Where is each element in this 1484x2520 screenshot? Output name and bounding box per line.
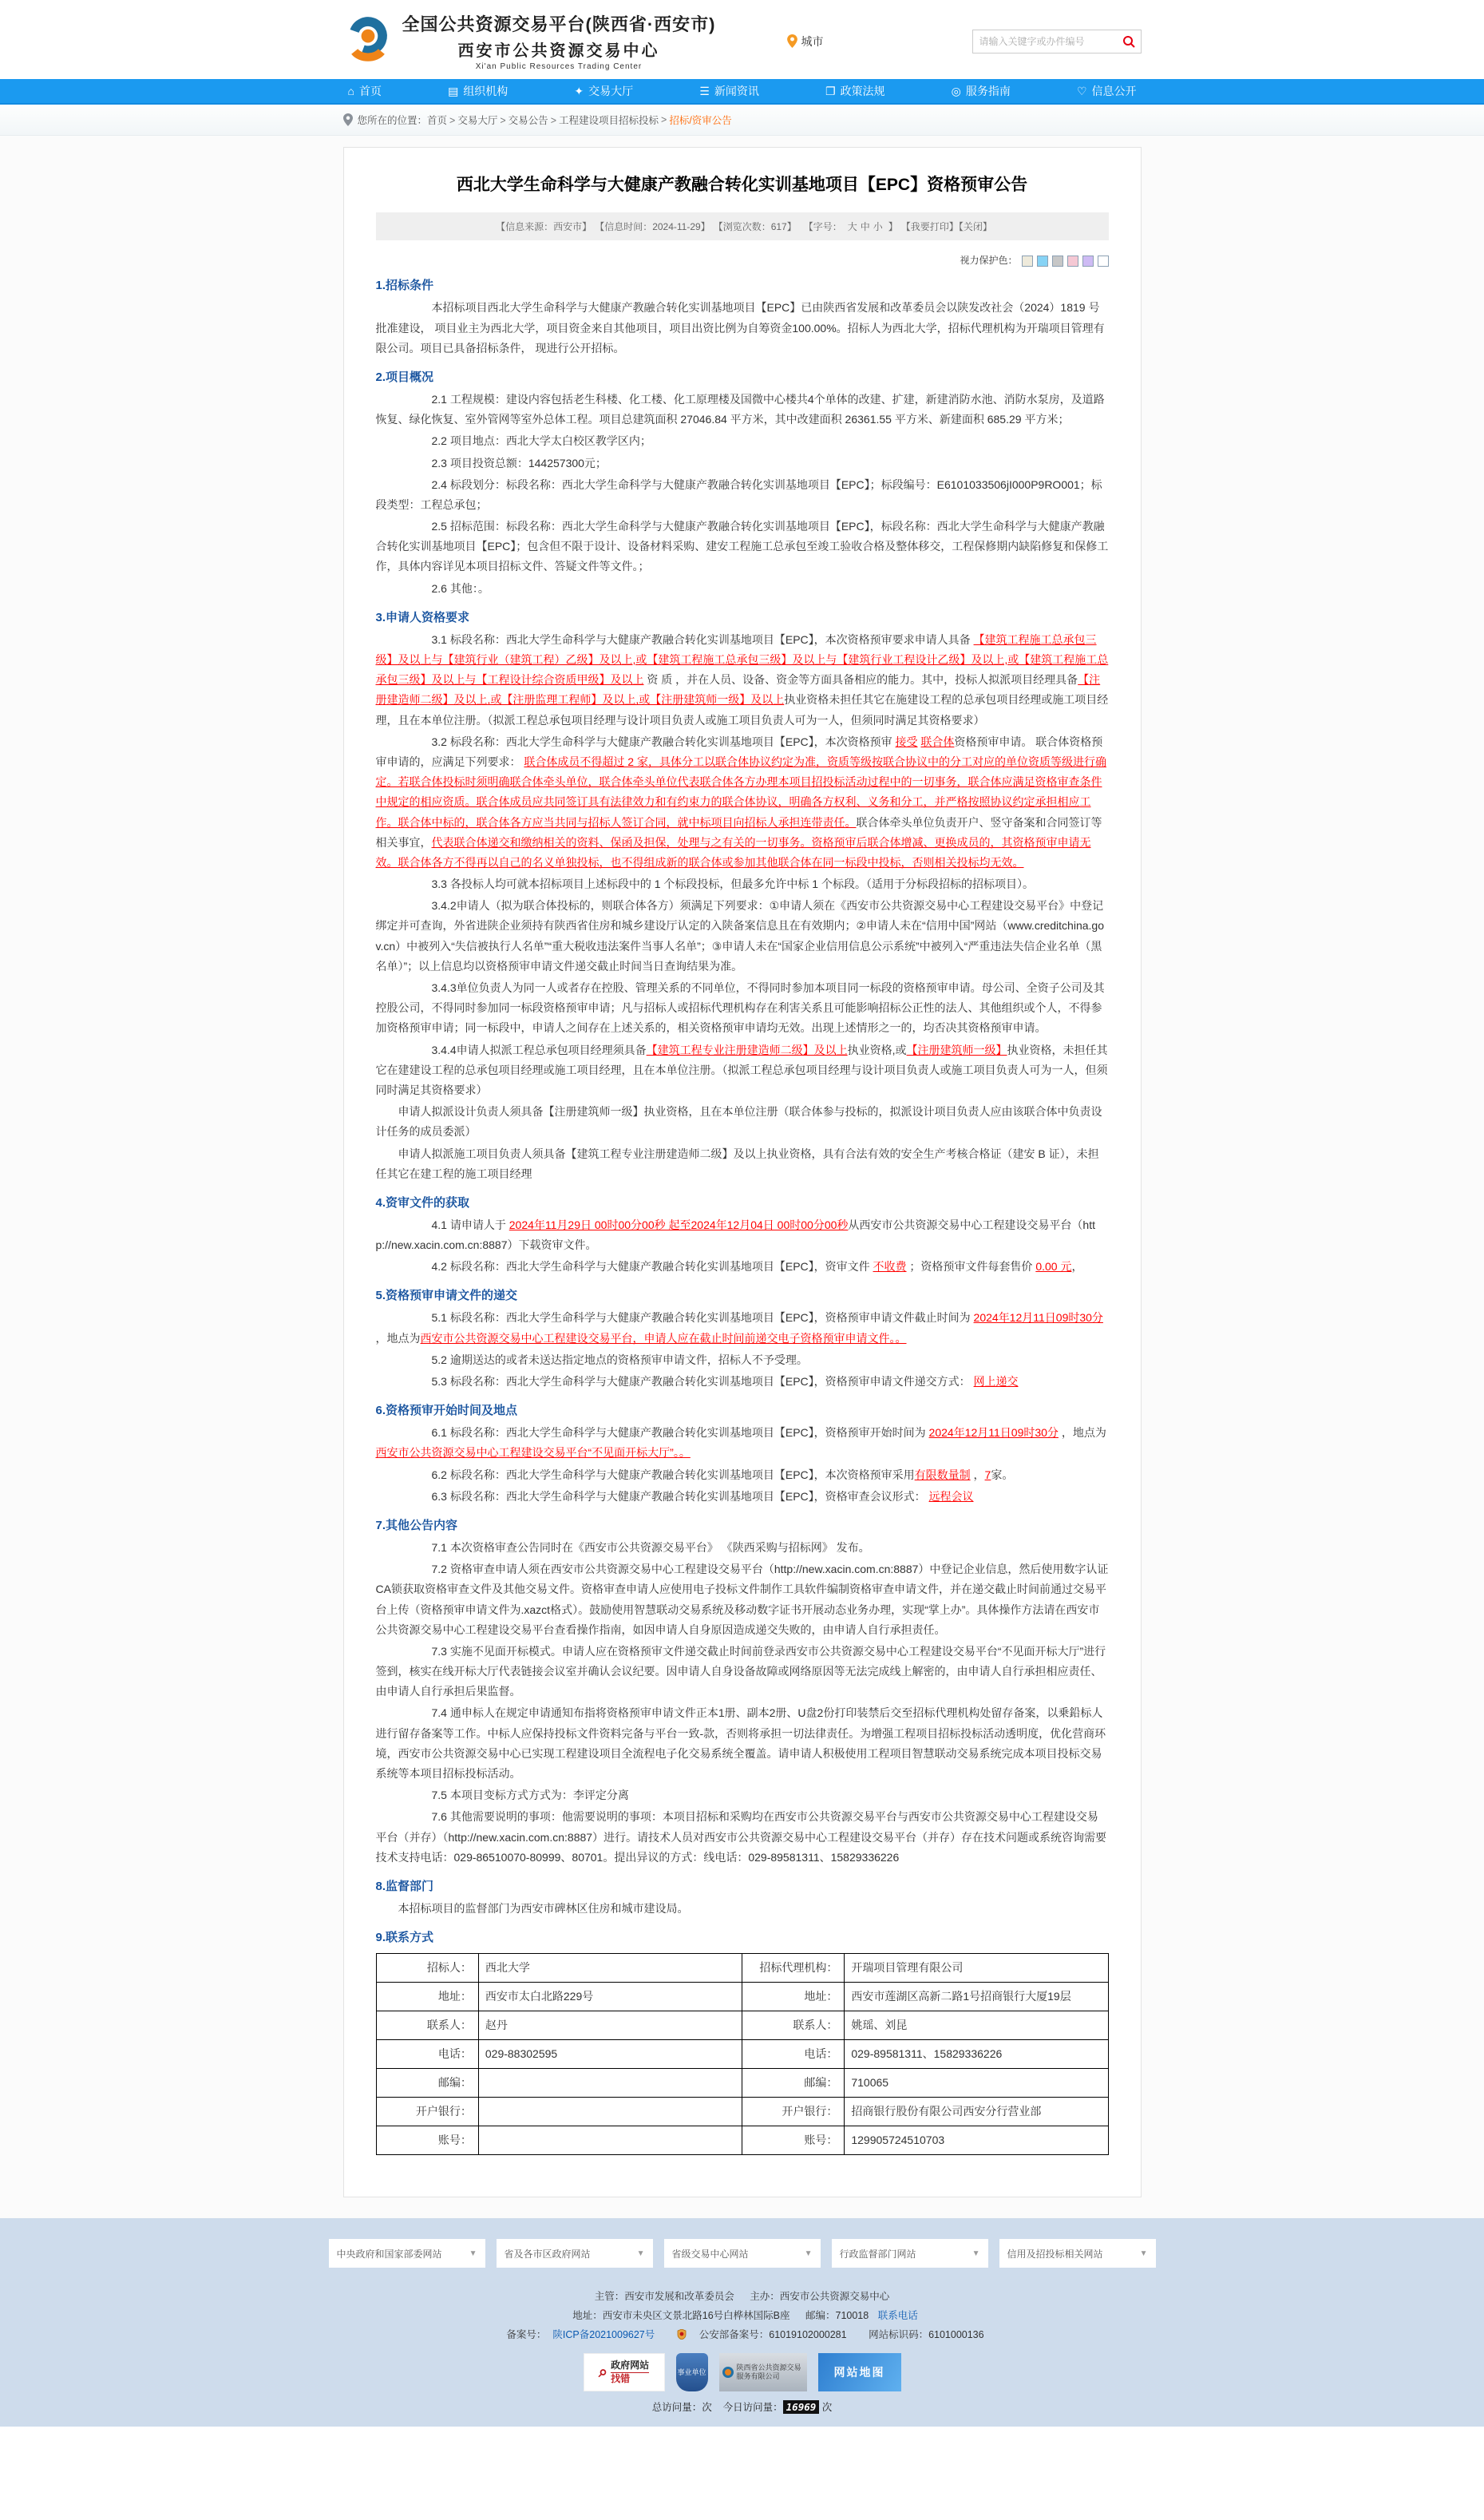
gov-site-find-error-badge[interactable]: ⌕ 政府网站 找错 bbox=[584, 2353, 665, 2391]
highlighted-segment: 有限数量制 bbox=[914, 1468, 971, 1481]
footer-supervisor: 主管：西安市发展和改革委员会 bbox=[594, 2291, 734, 2303]
text-segment: 6.3 标段名称：西北大学生命科学与大健康产教融合转化实训基地项目【EPC】，资格审查会议形式： bbox=[431, 1489, 929, 1503]
table-value-cell bbox=[478, 2069, 742, 2098]
chevron-down-icon: ▼ bbox=[804, 2249, 813, 2258]
paragraph bbox=[376, 1350, 1109, 1370]
nav-item-label: 政策法规 bbox=[840, 85, 885, 97]
search-box bbox=[972, 30, 1142, 53]
highlighted-segment: 不收费 bbox=[873, 1260, 907, 1274]
text-segment: 2.4 标段划分：标段名称：西北大学生命科学与大健康产教融合转化实训基地项目【EPC】；标段编号：E6101033506jI000P9RO001；标段类型：工程总承包； bbox=[375, 477, 1102, 511]
table-value-cell: 029-89581311、15829336226 bbox=[845, 2040, 1108, 2069]
paragraph bbox=[376, 732, 1109, 873]
footer-police-record: 公安部备案号：61019102000281 bbox=[671, 2329, 853, 2340]
text-segment: 3.4.2申请人（拟为联合体投标的，则联合体各方）须满足下列要求：①申请人须在《西安市公共资源交易中心工程建设交易平台》中登记绑定并可查询，外省进陕企业须持有陕西省住房和城乡建设厅认定的入陕备案信息且在有效期内；②申请人未在“信用中国”网站（www.creditchina.gov.cn）中被列入“失信被执行人名单”“重大税收违法案件当事人名单”；③申请人未在“国家企业信用信息公示系统”中被列入“严重违法失信企业名单（黑名单）”；以上信息均以资格预审申请文件递交截止时间当日查询结果为准。 bbox=[375, 899, 1104, 973]
paragraph bbox=[376, 475, 1109, 515]
paragraph bbox=[376, 630, 1109, 731]
text-segment: 申请人拟派设计负责人须具备【注册建筑师一级】执业资格，且在本单位注册（联合体参与投标的，拟派设计项目负责人应由该联合体中负责设计任务的成员委派） bbox=[375, 1105, 1102, 1139]
friendly-link-select-label: 中央政府和国家部委网站 bbox=[336, 2248, 442, 2260]
footer-icp: 备案号： 陕ICP备2021009627号 bbox=[506, 2329, 655, 2341]
nav-item-label: 新闻资讯 bbox=[714, 85, 759, 97]
nav-item-label: 信息公开 bbox=[1091, 85, 1137, 97]
section-heading-5: 5.资格预审申请文件的递交 bbox=[375, 1289, 518, 1303]
table-value-cell bbox=[478, 2126, 742, 2155]
table-row bbox=[376, 2011, 1108, 2040]
friendly-link-select-label: 行政监督部门网站 bbox=[839, 2248, 916, 2260]
text-segment: 资 质 ，并在人员、设备、资金等方面具备相应的能力。其中，投标人拟派项目经理具备 bbox=[643, 673, 1078, 687]
table-value-cell: 西北大学 bbox=[478, 1954, 742, 1983]
font-size-suffix: 】 bbox=[888, 221, 898, 233]
text-segment: 2.1 工程规模：建设内容包括老生科楼、化工楼、化工原理楼及国微中心楼共4个单体的改建、扩建，新建消防水池、消防水泵房，及道路恢复、绿化恢复、室外管网等室外总体工程。项目总建筑面积 27046.84 平方米，其中改建面积 26361.55 平方米、新建面积 685.29 平方米； bbox=[375, 392, 1105, 426]
logo bbox=[343, 11, 716, 71]
footer-badges bbox=[0, 2353, 1484, 2391]
contact-table bbox=[376, 1953, 1109, 2155]
highlighted-segment: 2024年12月11日09时30分 bbox=[928, 1426, 1059, 1440]
highlighted-segment: 代表联合体递交和缴纳相关的资料、保函及担保，处理与之有关的一切事务。资格预审后联合体增减、更换成员的，其资格预审申请无效。联合体各方不得再以自己的名义单独投标，也不得组成新的联合体或参加其他联合体在同一标段中投标，否则相关投标均无效。 bbox=[375, 835, 1091, 869]
footer-line-address bbox=[0, 2308, 1484, 2322]
eye-color-swatch-5[interactable] bbox=[1098, 256, 1109, 267]
breadcrumb-link-0[interactable]: 首页 bbox=[427, 115, 448, 126]
platform-title: 全国公共资源交易平台(陕西省·西安市) bbox=[402, 14, 716, 34]
paragraph bbox=[376, 1372, 1109, 1392]
highlighted-segment: 联合体 bbox=[920, 735, 955, 748]
paragraph bbox=[376, 454, 1109, 473]
table-value-cell: 开瑞项目管理有限公司 bbox=[845, 1954, 1108, 1983]
highlighted-segment: 7 bbox=[984, 1468, 991, 1481]
paragraph bbox=[376, 1559, 1109, 1640]
section-heading-3: 3.申请人资格要求 bbox=[375, 610, 470, 624]
text-segment: ，地点为 bbox=[1058, 1426, 1106, 1440]
company-logo-icon bbox=[722, 2367, 734, 2378]
breadcrumb-separator: > bbox=[449, 115, 456, 126]
search-button[interactable] bbox=[1117, 30, 1141, 53]
table-row bbox=[376, 2040, 1108, 2069]
meta-bar bbox=[376, 212, 1109, 240]
announcement-document bbox=[343, 147, 1142, 2197]
nav-item-政策法规[interactable] bbox=[821, 83, 890, 99]
info-source: 【信息来源：西安市】 bbox=[496, 221, 592, 233]
footer-postcode: 邮编：710018 bbox=[805, 2310, 869, 2322]
highlighted-segment: 远程会议 bbox=[928, 1489, 974, 1503]
paragraph bbox=[376, 978, 1109, 1039]
table-label-cell: 联系人： bbox=[376, 2011, 478, 2040]
eye-protection-row bbox=[376, 253, 1109, 267]
text-segment: 6.2 标段名称：西北大学生命科学与大健康产教融合转化实训基地项目【EPC】，本次资格预审采用 bbox=[431, 1468, 915, 1481]
org-icon: ▤ bbox=[448, 85, 459, 97]
site-logo-icon bbox=[343, 14, 393, 68]
paragraph bbox=[376, 390, 1109, 430]
section-heading-4: 4.资审文件的获取 bbox=[375, 1195, 470, 1210]
breadcrumb-pin-icon bbox=[343, 113, 353, 126]
breadcrumb-separator: > bbox=[550, 115, 556, 126]
nav-item-label: 交易大厅 bbox=[588, 85, 634, 97]
eye-color-swatch-3[interactable] bbox=[1067, 256, 1078, 267]
friendly-link-select-label: 省及各市区政府网站 bbox=[504, 2248, 591, 2260]
footer-line-org bbox=[0, 2288, 1484, 2303]
text-segment: 2.3 项目投资总额：144257300元； bbox=[431, 456, 607, 470]
text-segment: 执业资格未担任其它在施建设工程的总承包项目经理或施工项目经理，且在本单位注册。（拟派工程总承包项目经理与设计项目负责人或施工项目负责人可为一人，但须同时满足其资格要求） bbox=[375, 693, 1109, 727]
font-size-prefix: 【字号： bbox=[808, 221, 842, 233]
chevron-down-icon: ▼ bbox=[636, 2249, 645, 2258]
highlighted-segment: 联合体成员不得超过 2 家，具体分工以联合体协议约定为准，资质等级按联合协议中的分工对应的单位资质等级进行确定。若联合体投标时须明确联合体牵头单位，联合体牵头单位代表联合体各方办理本项目招投标活动过程中的一切事务，联合体应满足资格审查条件中规定的相应资质。联合体成员应共同签订具有法律效力和有约束力的联合体协议，明确各方权利、义务和分工，并严格按照协议约定承担相应工作。联合体中标的，联合体各方应当共同与招标人签订合同，就中标项目向招标人承担连带责任。 bbox=[375, 755, 1106, 829]
breadcrumb-strip bbox=[0, 105, 1484, 136]
eye-color-swatch-4[interactable] bbox=[1082, 256, 1094, 267]
text-segment: 本招标项目的监督部门为西安市碑林区住房和城市建设局。 bbox=[398, 1901, 689, 1915]
eye-protection-label: 视力保护色： bbox=[960, 255, 1018, 267]
highlighted-segment: 西安市公共资源交易中心工程建设交易平台“不见面开标大厅”。。 bbox=[375, 1446, 691, 1460]
paragraph bbox=[376, 896, 1109, 977]
paragraph bbox=[376, 1040, 1109, 1101]
text-segment: 7.4 通申标人在规定申请通知布指将资格预审申请文件正本1册、副本2册、U盘2份打印装禁后交至招标代理机构处留存备案，以乗鉛标人进行留存备案等工作。中标人应保持投标文件资料完备与平台一致-款，否则将承担一切法律责任。为增强工程项目招标投标活动透明度，优化营商环境，西安市公共资源交易中心已实现工程建设项目全流程电子化交易系统全覆盖。请申请人积极使用工程项目智慧联动交易系统完成本项目投标交易系统等本项目招标投标活动。 bbox=[375, 1706, 1106, 1781]
friendly-links-bar bbox=[0, 2239, 1484, 2268]
highlighted-segment: 【注册建造师二级】及以上,或【注册监理工程师】及以上,或【注册建筑师一级】及以上 bbox=[375, 673, 1101, 707]
breadcrumb bbox=[343, 105, 1142, 135]
text-segment: 7.5 本项目变标方式方式为：李评定分离 bbox=[431, 1789, 629, 1802]
visit-counters bbox=[0, 2399, 1484, 2414]
table-row bbox=[376, 2069, 1108, 2098]
city-label: 城市 bbox=[801, 34, 824, 48]
paragraph bbox=[376, 1308, 1109, 1348]
table-row bbox=[376, 2098, 1108, 2126]
friendly-link-select-4[interactable] bbox=[999, 2239, 1156, 2268]
nav-item-label: 组织机构 bbox=[463, 85, 509, 97]
breadcrumb-current: 招标/资审公告 bbox=[669, 115, 732, 126]
footer-site-code: 网站标识码：6101000136 bbox=[869, 2329, 984, 2341]
table-label-cell: 账号： bbox=[376, 2126, 478, 2155]
text-segment: ， bbox=[1071, 1260, 1083, 1274]
info-time: 【信息时间：2024-11-29】 bbox=[600, 221, 710, 233]
document-background bbox=[0, 136, 1484, 2218]
table-label-cell: 电话： bbox=[376, 2040, 478, 2069]
text-segment: 5.3 标段名称：西北大学生命科学与大健康产教融合转化实训基地项目【EPC】，资格预审申请文件递交方式： bbox=[431, 1375, 974, 1389]
paragraph bbox=[376, 1785, 1109, 1805]
chevron-down-icon: ▼ bbox=[469, 2249, 477, 2258]
table-value-cell: 招商银行股份有限公司西安分行营业部 bbox=[845, 2098, 1108, 2126]
text-segment: 4.2 标段名称：西北大学生命科学与大健康产教融合转化实训基地项目【EPC】，资审文件 bbox=[431, 1260, 873, 1274]
paragraph bbox=[376, 1538, 1109, 1558]
section-heading-8: 8.监督部门 bbox=[375, 1879, 434, 1893]
breadcrumb-separator: > bbox=[500, 115, 506, 126]
table-label-cell: 开户银行： bbox=[742, 2098, 844, 2126]
police-badge-icon bbox=[677, 2329, 687, 2342]
paragraph bbox=[376, 1487, 1109, 1507]
font-size-option-中[interactable]: 中 bbox=[860, 221, 870, 233]
highlighted-segment: 0.00 元 bbox=[1035, 1260, 1072, 1274]
search-icon bbox=[1122, 35, 1135, 48]
footer-contact-phone-link[interactable]: 联系电话 bbox=[877, 2310, 918, 2322]
friendly-link-select-label: 信用及招投标相关网站 bbox=[1007, 2248, 1103, 2260]
location-pin-icon bbox=[787, 34, 797, 48]
table-label-cell: 招标人： bbox=[376, 1954, 478, 1983]
highlighted-segment: 网上递交 bbox=[973, 1375, 1019, 1389]
section-heading-7: 7.其他公告内容 bbox=[375, 1518, 458, 1532]
table-label-cell: 联系人： bbox=[742, 2011, 844, 2040]
text-segment: ，地点为 bbox=[375, 1331, 421, 1345]
breadcrumb-link-3[interactable]: 工程建设项目招标投标 bbox=[559, 115, 659, 126]
table-value-cell: 710065 bbox=[845, 2069, 1108, 2098]
text-segment: 5.2 逾期送达的或者未送达指定地点的资格预审申请文件，招标人不予受理。 bbox=[431, 1353, 808, 1366]
city-selector[interactable] bbox=[787, 34, 823, 50]
section-heading-6: 6.资格预审开始时间及地点 bbox=[375, 1404, 518, 1418]
text-segment: 3.1 标段名称：西北大学生命科学与大健康产教融合转化实训基地项目【EPC】，本次资格预审要求申请人具备 bbox=[431, 632, 974, 646]
table-row bbox=[376, 1954, 1108, 1983]
highlighted-segment: 接受 bbox=[895, 735, 918, 748]
nav-item-label: 服务指南 bbox=[965, 85, 1011, 97]
table-value-cell: 129905724510703 bbox=[845, 2126, 1108, 2155]
table-value-cell: 赵丹 bbox=[478, 2011, 742, 2040]
table-row bbox=[376, 1983, 1108, 2011]
paragraph bbox=[376, 298, 1109, 359]
friendly-link-select-1[interactable] bbox=[497, 2239, 653, 2268]
guide-compass-icon: ◎ bbox=[951, 85, 961, 97]
highlighted-segment: 【建筑工程专业注册建造师二级】及以上 bbox=[646, 1043, 848, 1056]
table-value-cell: 姚瑶、刘昆 bbox=[845, 2011, 1108, 2040]
find-error-magnifier-icon: ⌕ bbox=[598, 2363, 608, 2381]
table-label-cell: 开户银行： bbox=[376, 2098, 478, 2126]
paragraph bbox=[376, 1423, 1109, 1463]
paragraph bbox=[376, 874, 1109, 894]
main-nav bbox=[0, 79, 1484, 105]
footer-organizer: 主办：西安市公共资源交易中心 bbox=[750, 2291, 890, 2303]
sitemap-badge[interactable]: 网站地图 bbox=[818, 2353, 901, 2391]
nav-item-服务指南[interactable] bbox=[947, 83, 1015, 99]
highlighted-segment: 2024年11月29日 00时00分00秒 起至2024年12月04日 00时00分00秒 bbox=[509, 1218, 849, 1231]
info-open-icon: ♡ bbox=[1076, 85, 1087, 97]
home-icon: ⌂ bbox=[347, 85, 354, 97]
text-segment: 6.1 标段名称：西北大学生命科学与大健康产教融合转化实训基地项目【EPC】，资格预审开始时间为 bbox=[431, 1426, 929, 1440]
paragraph bbox=[376, 1807, 1109, 1868]
text-segment: 申请人拟派施工项目负责人须具备【建筑工程专业注册建造师二级】及以上执业资格，具有合法有效的安全生产考核合格证（建安 B 证），未担任其它在建工程的施工项目经理 bbox=[375, 1147, 1099, 1180]
table-label-cell: 账号： bbox=[742, 2126, 844, 2155]
friendly-link-select-2[interactable] bbox=[664, 2239, 821, 2268]
table-label-cell: 电话： bbox=[742, 2040, 844, 2069]
text-segment: 2.5 招标范围：标段名称：西北大学生命科学与大健康产教融合转化实训基地项目【EPC】，标段名称：西北大学生命科学与大健康产教融合转化实训基地项目【EPC】；包含但不限于设计、设备材料采购、建安工程施工总承包至竣工验收合格及整体移交，工程保修期内缺陷修复和保修工作，具体内容详见本项目招标文件、答疑文件等文件。； bbox=[375, 520, 1109, 573]
eye-color-swatch-0[interactable] bbox=[1022, 256, 1033, 267]
page-title: 西北大学生命科学与大健康产教融合转化实训基地项目【EPC】资格预审公告 bbox=[456, 176, 1028, 194]
paragraph bbox=[376, 1465, 1109, 1485]
today-visits: 今日访问量： 16969 次 bbox=[722, 2401, 833, 2414]
top-header bbox=[0, 0, 1484, 79]
nav-item-交易大厅[interactable] bbox=[569, 83, 638, 99]
paragraph bbox=[376, 579, 1109, 599]
total-visits: 总访问量：次 bbox=[651, 2402, 712, 2414]
paragraph bbox=[376, 1102, 1109, 1142]
table-value-cell: 029-88302595 bbox=[478, 2040, 742, 2069]
paragraph bbox=[376, 1215, 1109, 1255]
breadcrumb-link-2[interactable]: 交易公告 bbox=[508, 115, 548, 126]
chevron-down-icon: ▼ bbox=[972, 2249, 980, 2258]
table-label-cell: 地址： bbox=[376, 1983, 478, 2011]
table-value-cell: 西安市莲湖区高新二路1号招商银行大厦19层 bbox=[845, 1983, 1108, 2011]
table-row bbox=[376, 2126, 1108, 2155]
text-segment: 4.1 请申请人于 bbox=[431, 1218, 509, 1231]
nav-item-新闻资讯[interactable] bbox=[695, 83, 764, 99]
close-button[interactable]: 【关闭】 bbox=[958, 221, 992, 233]
font-size-control bbox=[805, 221, 902, 232]
friendly-link-select-0[interactable] bbox=[329, 2239, 485, 2268]
text-segment: 执业资格,或 bbox=[847, 1043, 907, 1056]
paragraph bbox=[376, 1642, 1109, 1702]
text-segment: 从西安市公共资源交易中心工程建设交易平台（http://new.xacin.com.cn:8887）下载资审文件。 bbox=[375, 1218, 1095, 1252]
paragraph bbox=[376, 431, 1109, 451]
text-segment: 家。 bbox=[991, 1468, 1014, 1481]
section-heading-1: 1.招标条件 bbox=[375, 279, 434, 293]
highlighted-segment: 【注册建筑师一级】 bbox=[906, 1043, 1007, 1056]
paragraph bbox=[376, 1257, 1109, 1277]
table-label-cell: 邮编： bbox=[376, 2069, 478, 2098]
nav-item-组织机构[interactable] bbox=[443, 83, 512, 99]
paragraph bbox=[376, 517, 1109, 577]
text-segment: 本招标项目西北大学生命科学与大健康产教融合转化实训基地项目【EPC】已由陕西省发展和改革委员会以陕发改社会（2024）1819 号批准建设， 项目业主为西北大学，项目资金来自其他项目，项目出资比例为自筹资金100.00%。招标人为西北大学，招标代理机构为开瑞项目管理有限公司。项目已具备招标条件， 现进行公开招标。 bbox=[375, 301, 1105, 355]
table-value-cell bbox=[478, 2098, 742, 2126]
paragraph bbox=[376, 1703, 1109, 1784]
center-title: 西安市公共资源交易中心 bbox=[457, 42, 660, 60]
section-heading-9: 9.联系方式 bbox=[375, 1931, 434, 1945]
eye-color-swatch-2[interactable] bbox=[1052, 256, 1063, 267]
search-input[interactable] bbox=[973, 36, 1117, 47]
font-size-option-大[interactable]: 大 bbox=[847, 221, 857, 233]
friendly-link-select-label: 省级交易中心网站 bbox=[671, 2248, 749, 2260]
center-title-en: Xi'an Public Resources Trading Center bbox=[475, 62, 643, 71]
print-button[interactable]: 【我要打印】 bbox=[905, 221, 959, 233]
breadcrumb-separator: > bbox=[661, 114, 667, 125]
text-segment: 2.6 其他：。 bbox=[431, 581, 489, 595]
friendly-link-select-3[interactable] bbox=[832, 2239, 988, 2268]
table-label-cell: 招标代理机构： bbox=[742, 1954, 844, 1983]
highlighted-segment: 【建筑工程施工总承包三级】及以上与【建筑行业（建筑工程）乙级】及以上,或【建筑工程施工总承包三级】及以上与【建筑行业工程设计乙级】及以上,或【建筑工程施工总承包三级】及以上与【工程设计综合资质甲级】及以上 bbox=[375, 632, 1109, 687]
chevron-down-icon: ▼ bbox=[1139, 2249, 1148, 2258]
institution-shield-badge[interactable]: 事业单位 bbox=[676, 2353, 708, 2391]
nav-item-首页[interactable] bbox=[343, 83, 386, 99]
text-segment: 7.6 其他需要说明的事项：他需要说明的事项：本项目招标和采购均在西安市公共资源交易平台与西安市公共资源交易中心工程建设交易平台（并存）（http://new.xacin.com.cn:8887）进行。请技术人员对西安市公共资源交易中心工程建设交易平台（并存）存在技术问题或系统咨询需要技术支持电话：029-86510070-80999、80701。提出异议的方式：线电话：029-89581311、15829336226 bbox=[375, 1810, 1107, 1864]
trade-hall-icon: ✦ bbox=[574, 85, 584, 97]
text-segment: 执业资格，未担任其它在建建设工程的总承包项目经理或施工项目经理，且在本单位注册。（拟派工程总承包项目经理与设计项目负责人或施工项目负责人可为一人，但须同时满足其资格要求） bbox=[375, 1043, 1108, 1096]
company-badge[interactable]: 陕西省公共资源交易服务有限公司 bbox=[719, 2353, 807, 2391]
paragraph bbox=[376, 1899, 1109, 1919]
breadcrumb-prefix: 您所在的位置： bbox=[357, 115, 428, 126]
text-segment: 3.2 标段名称：西北大学生命科学与大健康产教融合转化实训基地项目【EPC】，本次资格预审 bbox=[431, 735, 896, 748]
text-segment: 7.2 资格审查申请人须在西安市公共资源交易中心工程建设交易平台（http://new.xacin.com.cn:8887）中登记企业信息，然后使用数字认证CA锁获取资格审查文件及其他交易文件。资格审查申请人应使用电子投标文件制作工具软件编制资格审查申请文件，并在递交截止时间前通过交易平台上传（资格预审申请文件为.xazct格式）。鼓励使用智慧联动交易系统及移动数字证书开展动态业务办理，实现“掌上办”。具体操作方法请在西安市公共资源交易中心工程建设交易平台查看操作指南，如因申请人自身原因造成递交失败的，由申请人自行承担责任。 bbox=[375, 1563, 1109, 1636]
view-count: 【浏览次数：617】 bbox=[718, 221, 797, 233]
text-segment: 7.1 本次资格审查公告同时在《西安市公共资源交易平台》 《陕西采购与招标网》 发布。 bbox=[431, 1540, 870, 1554]
text-segment: ， bbox=[970, 1468, 985, 1481]
table-label-cell: 邮编： bbox=[742, 2069, 844, 2098]
table-label-cell: 地址： bbox=[742, 1983, 844, 2011]
article-body bbox=[376, 276, 1109, 2155]
font-size-option-小[interactable]: 小 bbox=[873, 221, 883, 233]
text-segment: 3.4.3单位负责人为同一人或者存在控股、管理关系的不同单位，不得同时参加本项目同一标段的资格预审申请。母公司、全资子公司及其控股公司，不得同时参加同一标段资格预审申请；凡与招标人或招标代理机构存在利害关系且可能影响招标公正性的法人、其他组织或个人，不得参加资格预审申请；同一标段中，申请人之间存在上述关系的，相关资格预审申请均无效。出现上述情形之一的，均否决其资格预审申请。 bbox=[375, 981, 1105, 1035]
nav-item-信息公开[interactable] bbox=[1072, 83, 1142, 99]
text-segment: 3.3 各投标人均可就本招标项目上述标段中的 1 个标段投标，但最多允许中标 1 个标段。（适用于分标段招标的招标项目）。 bbox=[431, 878, 1034, 891]
table-value-cell: 西安市太白北路229号 bbox=[478, 1983, 742, 2011]
law-book-icon: ❐ bbox=[825, 85, 836, 97]
highlighted-segment: 西安市公共资源交易中心工程建设交易平台，申请人应在截止时间前递交电子资格预审申请文件。。 bbox=[420, 1331, 907, 1345]
eye-color-swatch-1[interactable] bbox=[1037, 256, 1048, 267]
text-segment: ；资格预审文件每套售价 bbox=[906, 1260, 1036, 1274]
nav-item-label: 首页 bbox=[358, 85, 382, 97]
section-heading-2: 2.项目概况 bbox=[375, 370, 434, 384]
text-segment: 5.1 标段名称：西北大学生命科学与大健康产教融合转化实训基地项目【EPC】，资格预审申请文件截止时间为 bbox=[431, 1311, 974, 1325]
highlighted-segment: 2024年12月11日09时30分 bbox=[973, 1311, 1103, 1325]
today-visits-value: 16969 bbox=[783, 2400, 820, 2414]
paragraph bbox=[376, 1144, 1109, 1184]
footer-line-record bbox=[0, 2327, 1484, 2342]
text-segment: 7.3 实施不见面开标模式。申请人应在资格预审文件递交截止时间前登录西安市公共资源交易中心工程建设交易平台“不见面开标大厅”进行签到，核实在线开标大厅代表链接会议室并确认会议纪要。因申请人自身设备故障或网络原因等无法完成线上解密的，由申请人自行承担相应责任、由申请人自行承担后果监督。 bbox=[375, 1644, 1106, 1698]
site-bottom bbox=[0, 2218, 1484, 2427]
breadcrumb-link-1[interactable]: 交易大厅 bbox=[457, 115, 498, 126]
footer-icp-link[interactable]: 陕ICP备2021009627号 bbox=[552, 2329, 655, 2341]
text-segment: 3.4.4申请人拟派工程总承包项目经理须具备 bbox=[431, 1043, 647, 1056]
text-segment: 联合体牵头单位负责开户、竖守备案和合同签订等相关事宜， bbox=[375, 815, 1102, 849]
footer-address: 地址：西安市未央区文景北路16号白桦林国际B座 bbox=[572, 2310, 790, 2322]
news-icon: ☰ bbox=[699, 85, 710, 97]
text-segment: 资格预审申请。 联合体资格预审申请的，应满足下列要求： bbox=[375, 735, 1103, 768]
text-segment: 2.2 项目地点：西北大学太白校区教学区内； bbox=[431, 434, 651, 448]
